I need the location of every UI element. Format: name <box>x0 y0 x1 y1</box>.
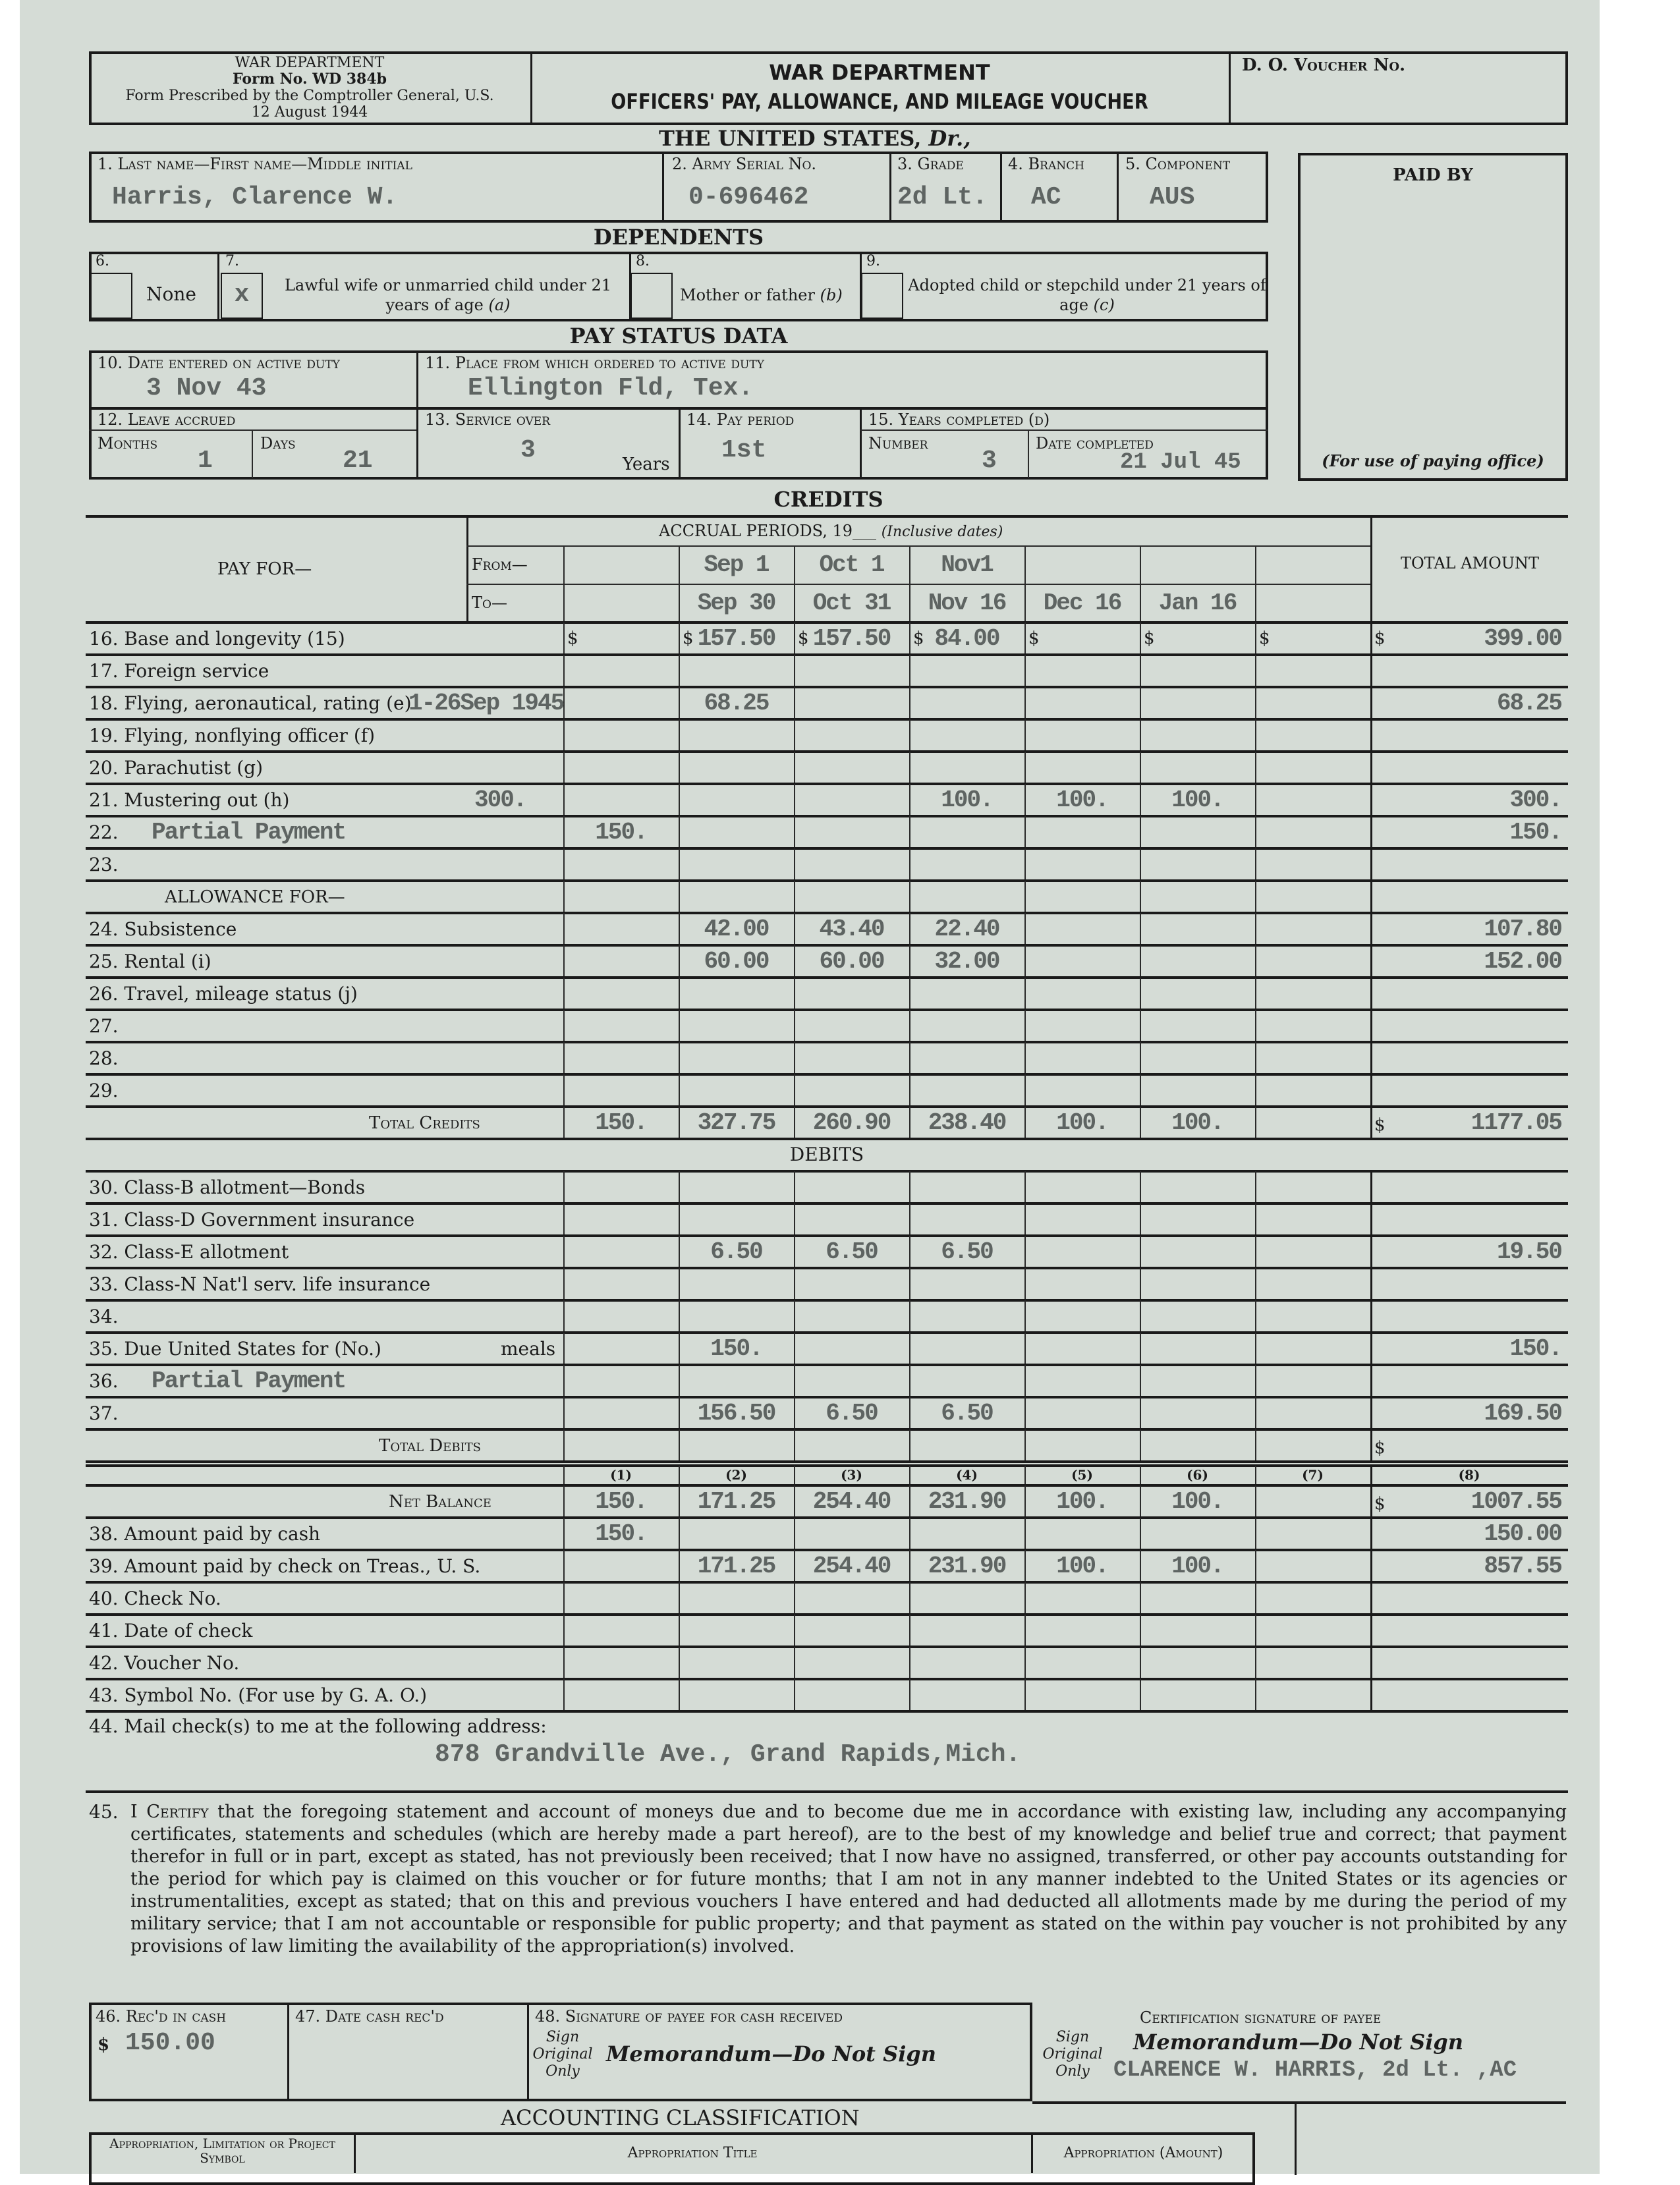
row-label-extra: meals <box>501 1338 556 1360</box>
credits-top-rule <box>86 515 1568 518</box>
inclusive-dates-label: (Inclusive dates) <box>881 524 1003 540</box>
allowance-for-label: ALLOWANCE FOR— <box>165 887 345 907</box>
dollar-sign: $ <box>1374 628 1386 648</box>
cert-body: that the foregoing statement and account of moneys due and to become due me in accordance with existing law, including any accompanying certificates, statements and schedules (which are hereby made a part hereof), are to the best of my knowledge and belief true and correct; that payment therefor in full or in part, except as stated, has not previously been received; that I now have no assigned, transferred, or other pay accounts outstanding for the period for which pay is claimed on this voucher or for future months; that I am not in any manner indebted to the United States or its agencies or instrumentalities, except as stated; that on this and previous vouchers I have entered and had deducted all allotments made by me during the period of my military service; that I am not accountable or responsible for public property; and that payment as stated on the within pay voucher is not prohibited by any provisions of law limiting the availability of the appropriation(s) involved. <box>130 1802 1567 1956</box>
dep-8-num: 8. <box>636 253 650 269</box>
serial-label: 2. Army Serial No. <box>672 155 817 173</box>
col-divider <box>1024 1107 1026 1139</box>
row-note[interactable]: 1-26Sep 1945 <box>408 690 564 717</box>
row-label: 32. Class-E allotment <box>89 1241 289 1263</box>
cell-col-6[interactable]: 100. <box>1171 1553 1223 1580</box>
dep-8-label <box>680 286 843 304</box>
only-word: Only <box>1055 2063 1090 2080</box>
to-date-6[interactable]: Jan 16 <box>1158 590 1237 617</box>
cell-total[interactable]: 169.50 <box>1484 1400 1561 1427</box>
cell-col-3[interactable]: 254.40 <box>812 1553 891 1580</box>
cell-total[interactable]: 300. <box>1509 787 1561 814</box>
cell-col-2[interactable]: 156.50 <box>697 1400 775 1427</box>
net-balance-col-4[interactable]: 231.90 <box>928 1488 1006 1515</box>
cell-col-4[interactable]: 22.40 <box>934 916 999 943</box>
cert-lead: I Certify <box>130 1802 209 1822</box>
form-number: Form No. WD 384b <box>232 70 387 88</box>
signature-divider <box>1295 2103 1297 2175</box>
cell-col-4[interactable]: 231.90 <box>928 1553 1006 1580</box>
row-label: 28. <box>89 1047 119 1069</box>
mail-bottom-rule <box>86 1790 1568 1793</box>
number-label: Number <box>868 434 928 453</box>
total-credits-col-5[interactable]: 100. <box>1056 1109 1108 1136</box>
cell-total[interactable]: 150. <box>1509 1335 1561 1362</box>
row-label: 40. Check No. <box>89 1588 221 1609</box>
row-label: 34. <box>89 1306 119 1327</box>
grade-label: 3. Grade <box>897 155 964 173</box>
row-label: 18. Flying, aeronautical, rating (e) <box>89 692 412 714</box>
col-divider <box>794 1107 795 1139</box>
from-label: From— <box>472 555 528 574</box>
table-row <box>86 848 1568 881</box>
header-divider <box>1229 53 1231 124</box>
component-value[interactable]: AUS <box>1150 183 1195 211</box>
service-value[interactable]: 3 <box>520 436 536 464</box>
row-label: 23. <box>89 854 119 875</box>
dep-8-checkbox[interactable] <box>630 273 673 319</box>
table-row <box>86 1300 1568 1333</box>
col-divider <box>794 1429 795 1462</box>
row-label: 33. Class-N Nat'l serv. life insurance <box>89 1273 431 1295</box>
col-divider <box>1370 1485 1372 1518</box>
col-divider <box>794 545 795 622</box>
col-divider <box>1024 1429 1026 1462</box>
pay-status-title: PAY STATUS DATA <box>569 323 788 348</box>
col-divider <box>1370 1107 1372 1139</box>
col-divider <box>1255 545 1256 622</box>
cert-number: 45. <box>89 1801 119 1823</box>
net-balance-col-3[interactable]: 254.40 <box>812 1488 891 1515</box>
recd-cash-label: 46. Rec'd in cash <box>96 2007 227 2026</box>
dep-9-label-text: Adopted child or stepchild under 21 years of age <box>908 276 1266 314</box>
col-number-4: (4) <box>956 1467 978 1483</box>
row-label: 43. Symbol No. (For use by G. A. O.) <box>89 1684 428 1706</box>
sign-original-only-2 <box>1041 2029 1104 2080</box>
table-row <box>86 1582 1568 1615</box>
payee-line <box>659 126 1054 150</box>
number-value[interactable]: 3 <box>982 447 997 475</box>
place-label: 11. Place from which ordered to active duty <box>425 354 764 372</box>
cell-col-2[interactable]: 42.00 <box>704 916 769 943</box>
cell-col-2[interactable]: 68.25 <box>704 690 769 717</box>
recd-cash-dollar: $ <box>98 2035 110 2055</box>
cell-total[interactable]: 68.25 <box>1496 690 1561 717</box>
pay-for-label: PAY FOR— <box>217 559 312 579</box>
col-divider <box>1140 1485 1141 1518</box>
table-row <box>86 752 1568 784</box>
sign-word: Sign <box>546 2029 580 2045</box>
total-credits-value[interactable]: 1177.05 <box>1470 1109 1561 1136</box>
accrual-periods-label <box>659 522 1003 541</box>
from-date-2[interactable]: Sep 1 <box>704 551 769 578</box>
col-divider <box>679 545 680 622</box>
row-label: 27. <box>89 1015 119 1037</box>
row-label: 31. Class-D Government insurance <box>89 1209 415 1231</box>
days-label: Days <box>260 434 296 453</box>
dep-9-label <box>908 275 1266 315</box>
col-divider <box>679 1485 680 1518</box>
total-credits-label: Total Credits <box>369 1113 480 1133</box>
accounting-col-title: Appropriation Title <box>627 2145 758 2161</box>
payee-line-text: THE UNITED STATES, <box>659 126 922 151</box>
to-label: To— <box>472 594 507 612</box>
cell-col-1[interactable]: 150. <box>595 819 647 846</box>
dep-6-checkbox[interactable] <box>90 273 132 319</box>
date-cash-label: 47. Date cash rec'd <box>295 2007 444 2026</box>
col-divider <box>563 1429 565 1462</box>
page-title: OFFICERS' PAY, ALLOWANCE, AND MILEAGE VOUCHER <box>611 89 1148 114</box>
col-divider <box>794 881 795 913</box>
sig-cash-label: 48. Signature of payee for cash received <box>535 2007 843 2026</box>
row-label: 36. <box>89 1370 119 1392</box>
identity-divider <box>662 153 664 221</box>
col-number-5: (5) <box>1071 1467 1093 1483</box>
paid-by-note: (For use of paying office) <box>1322 451 1544 470</box>
accounting-title: ACCOUNTING CLASSIFICATION <box>501 2105 860 2130</box>
original-word: Original <box>532 2046 593 2062</box>
date-entered-value[interactable]: 3 Nov 43 <box>146 374 267 402</box>
cell-total[interactable]: 857.55 <box>1484 1553 1561 1580</box>
col-divider <box>679 881 680 913</box>
dep-7-label <box>270 275 626 315</box>
dependents-divider <box>217 253 219 320</box>
row-divider <box>86 1460 1568 1463</box>
net-balance-col-2[interactable]: 171.25 <box>697 1488 775 1515</box>
cell-col-3[interactable]: 43.40 <box>819 916 884 943</box>
dep-9-suffix: (c) <box>1093 296 1115 314</box>
cell-col-5[interactable]: 100. <box>1056 1553 1108 1580</box>
cell-col-3[interactable]: 60.00 <box>819 948 884 975</box>
col-divider <box>909 1485 910 1518</box>
col-number-1: (1) <box>610 1467 632 1483</box>
identity-divider <box>1117 153 1119 221</box>
row-label: 19. Flying, nonflying officer (f) <box>89 725 376 746</box>
col-divider <box>1140 1107 1141 1139</box>
col-divider <box>1255 1485 1256 1518</box>
pay-period-value[interactable]: 1st <box>721 436 767 464</box>
date-completed-label: Date completed <box>1036 434 1154 453</box>
branch-label: 4. Branch <box>1008 155 1084 173</box>
form-id-block <box>92 55 527 121</box>
accounting-col-amount: Appropriation (Amount) <box>1063 2145 1223 2161</box>
date-completed-value[interactable]: 21 Jul 45 <box>1120 450 1241 475</box>
row-note[interactable]: Partial Payment <box>152 1368 346 1395</box>
days-value[interactable]: 21 <box>343 447 373 475</box>
row-divider <box>86 1138 1568 1140</box>
cell-total[interactable]: 152.00 <box>1484 948 1561 975</box>
col-divider <box>909 881 910 913</box>
col-divider <box>1255 1429 1256 1462</box>
dollar-sign: $ <box>1374 1115 1386 1135</box>
typed-signature[interactable]: CLARENCE W. HARRIS, 2d Lt. ,AC <box>1113 2058 1517 2083</box>
pay-status-divider <box>860 429 1268 431</box>
row-label: 21. Mustering out (h) <box>89 789 290 811</box>
credits-header-divider <box>466 584 1370 585</box>
table-row <box>86 1647 1568 1679</box>
sign-word: Sign <box>1055 2029 1090 2045</box>
dep-6-label: None <box>146 283 196 305</box>
row-note[interactable]: Partial Payment <box>152 819 346 846</box>
table-row <box>86 784 1568 816</box>
memo-do-not-sign-1: Memorandum—Do Not Sign <box>606 2041 936 2066</box>
cell-col-2[interactable]: 157.50 <box>697 625 775 652</box>
cell-col-4[interactable]: 32.00 <box>934 948 999 975</box>
dollar-sign: $ <box>1028 628 1040 648</box>
sign-original-only-1 <box>531 2029 594 2080</box>
total-credits-col-3[interactable]: 260.90 <box>812 1109 891 1136</box>
dep-7-num: 7. <box>225 253 239 269</box>
paid-by-box <box>1298 153 1568 481</box>
row-label: 22. <box>89 821 119 843</box>
cell-col-2[interactable]: 6.50 <box>710 1238 762 1265</box>
table-row <box>86 1010 1568 1042</box>
pay-status-divider <box>416 352 418 478</box>
cell-col-6[interactable]: 100. <box>1171 787 1223 814</box>
form-prescribed: Form Prescribed by the Comptroller General, U.S. <box>125 88 494 104</box>
serial-value[interactable]: 0-696462 <box>688 183 809 211</box>
dollar-sign: $ <box>1259 628 1270 648</box>
row-label: 17. Foreign service <box>89 660 269 682</box>
table-row <box>86 655 1568 687</box>
net-balance-label: Net Balance <box>389 1492 491 1512</box>
col-divider <box>909 1429 910 1462</box>
signature-bottom-rule <box>1032 2101 1566 2104</box>
row-label: 26. Travel, mileage status (j) <box>89 983 358 1005</box>
form-date: 12 August 1944 <box>251 104 368 121</box>
dollar-sign: $ <box>567 628 578 648</box>
row-label: 35. Due United States for (No.) <box>89 1338 381 1360</box>
from-date-3[interactable]: Oct 1 <box>819 551 884 578</box>
years-completed-label: 15. Years completed (d) <box>868 410 1050 429</box>
col-divider <box>909 545 910 622</box>
table-row <box>86 1074 1568 1107</box>
cell-total[interactable]: 150.00 <box>1484 1520 1561 1547</box>
cert-signature-label: Certification signature of payee <box>1140 2008 1382 2027</box>
col-divider <box>563 1107 565 1139</box>
row-note[interactable]: 300. <box>474 787 526 814</box>
identity-divider <box>1000 153 1002 221</box>
row-label: 39. Amount paid by check on Treas., U. S. <box>89 1555 481 1577</box>
original-word: Original <box>1042 2046 1103 2062</box>
dep-7-checkbox[interactable]: x <box>221 273 263 319</box>
cell-total[interactable]: 107.80 <box>1484 916 1561 943</box>
col-divider <box>1024 1485 1026 1518</box>
col-divider <box>563 881 565 913</box>
col-divider <box>1140 881 1141 913</box>
years-label: Years <box>623 455 670 474</box>
dep-8-suffix: (b) <box>820 286 843 304</box>
col-divider <box>563 545 565 622</box>
cell-col-3[interactable]: 157.50 <box>812 625 891 652</box>
dep-6-num: 6. <box>96 253 109 269</box>
months-label: Months <box>98 434 158 453</box>
mail-label: 44. Mail check(s) to me at the following address: <box>89 1715 547 1737</box>
table-row <box>86 1615 1568 1647</box>
debits-title: DEBITS <box>789 1144 864 1165</box>
dep-8-label-text: Mother or father <box>680 286 815 304</box>
cell-col-2[interactable]: 171.25 <box>697 1553 775 1580</box>
col-divider <box>1370 881 1372 913</box>
row-label: 20. Parachutist (g) <box>89 757 264 779</box>
col-divider <box>909 1107 910 1139</box>
cell-col-4[interactable]: 84.00 <box>934 625 999 652</box>
row-label: 29. <box>89 1080 119 1101</box>
pay-period-label: 14. Pay period <box>686 410 795 429</box>
total-credits-col-6[interactable]: 100. <box>1171 1109 1223 1136</box>
total-credits-col-4[interactable]: 238.40 <box>928 1109 1006 1136</box>
dollar-sign: $ <box>1374 1494 1386 1514</box>
net-balance-total[interactable]: 1007.55 <box>1470 1488 1561 1515</box>
header-divider <box>530 53 532 124</box>
row-label: 42. Voucher No. <box>89 1652 240 1674</box>
name-label: 1. Last name—First name—Middle initial <box>98 155 412 173</box>
row-label: 41. Date of check <box>89 1620 253 1642</box>
row-divider <box>86 1484 1568 1487</box>
total-credits-col-2[interactable]: 327.75 <box>697 1109 775 1136</box>
col-divider <box>1024 881 1026 913</box>
col-number-2: (2) <box>725 1467 747 1483</box>
row-label: 38. Amount paid by cash <box>89 1523 321 1545</box>
payee-dr: Dr., <box>928 126 971 151</box>
grade-value[interactable]: 2d Lt. <box>897 183 988 211</box>
row-label: 30. Class-B allotment—Bonds <box>89 1176 366 1198</box>
pay-status-divider <box>1028 429 1029 478</box>
cell-total[interactable]: 150. <box>1509 819 1561 846</box>
credits-header-divider <box>466 516 468 622</box>
cash-divider <box>527 2004 529 2100</box>
cell-col-1[interactable]: 150. <box>595 1520 647 1547</box>
cell-total[interactable]: 399.00 <box>1484 625 1561 652</box>
from-date-4[interactable]: Nov1 <box>941 551 993 578</box>
dollar-sign: $ <box>1374 1438 1386 1458</box>
cell-col-3[interactable]: 6.50 <box>826 1238 878 1265</box>
to-date-2[interactable]: Sep 30 <box>697 590 775 617</box>
place-value[interactable]: Ellington Fld, Tex. <box>468 374 754 402</box>
net-balance-col-1[interactable]: 150. <box>595 1488 647 1515</box>
dollar-sign: $ <box>798 628 809 648</box>
cell-col-2[interactable]: 150. <box>710 1335 762 1362</box>
service-label: 13. Service over <box>425 410 551 429</box>
cell-col-3[interactable]: 6.50 <box>826 1400 878 1427</box>
cell-col-4[interactable]: 100. <box>941 787 993 814</box>
dep-7-label-text: Lawful wife or unmarried child under 21 years of age <box>284 276 612 314</box>
dollar-sign: $ <box>683 628 694 648</box>
col-divider <box>1255 881 1256 913</box>
component-label: 5. Component <box>1125 155 1231 173</box>
col-number-7: (7) <box>1302 1467 1324 1483</box>
only-word: Only <box>546 2063 580 2080</box>
row-label: 37. <box>89 1402 119 1424</box>
credits-header-divider <box>466 545 1370 547</box>
date-entered-label: 10. Date entered on active duty <box>98 354 340 372</box>
col-number-6: (6) <box>1187 1467 1208 1483</box>
table-row <box>86 1042 1568 1074</box>
credits-title: CREDITS <box>773 487 883 512</box>
total-credits-col-1[interactable]: 150. <box>595 1109 647 1136</box>
col-divider <box>1140 1429 1141 1462</box>
col-divider <box>563 1485 565 1518</box>
col-divider <box>679 1429 680 1462</box>
row-label: 24. Subsistence <box>89 918 237 940</box>
accrual-label-text: ACCRUAL PERIODS, 19___ <box>659 522 877 540</box>
net-balance-col-5[interactable]: 100. <box>1056 1488 1108 1515</box>
total-amount-label: TOTAL AMOUNT <box>1400 554 1540 572</box>
identity-divider <box>889 153 891 221</box>
name-value[interactable]: Harris, Clarence W. <box>112 183 398 211</box>
months-value[interactable]: 1 <box>198 447 213 475</box>
row-label: 25. Rental (i) <box>89 951 211 972</box>
pay-status-divider <box>860 408 862 478</box>
col-divider <box>679 1107 680 1139</box>
cell-col-2[interactable]: 60.00 <box>704 948 769 975</box>
dep-7-suffix: (a) <box>488 296 511 314</box>
paid-by-label: PAID BY <box>1393 165 1473 185</box>
form-title-block <box>534 58 1225 116</box>
do-voucher-label: D. O. Voucher No. <box>1242 55 1406 75</box>
leave-label: 12. Leave accrued <box>98 410 236 429</box>
accounting-col-symbol: Appropriation, Limitation or Project Symbol <box>109 2136 335 2166</box>
cell-total[interactable]: 19.50 <box>1496 1238 1561 1265</box>
pay-status-divider <box>252 429 253 478</box>
memo-do-not-sign-2: Memorandum—Do Not Sign <box>1133 2030 1463 2055</box>
to-date-4[interactable]: Nov 16 <box>928 590 1006 617</box>
dep-9-checkbox[interactable] <box>861 273 903 319</box>
cell-col-4[interactable]: 6.50 <box>941 1238 993 1265</box>
mail-address[interactable]: 878 Grandville Ave., Grand Rapids,Mich. <box>435 1740 1021 1769</box>
col-divider <box>794 1485 795 1518</box>
dep-9-num: 9. <box>866 253 880 269</box>
to-date-5[interactable]: Dec 16 <box>1043 590 1121 617</box>
branch-value[interactable]: AC <box>1031 183 1061 211</box>
net-balance-col-6[interactable]: 100. <box>1171 1488 1223 1515</box>
title-dept: WAR DEPARTMENT <box>769 60 990 85</box>
col-number-8: (8) <box>1458 1467 1480 1483</box>
cash-divider <box>287 2004 289 2100</box>
col-divider <box>1255 1107 1256 1139</box>
to-date-3[interactable]: Oct 31 <box>812 590 891 617</box>
cell-col-5[interactable]: 100. <box>1056 787 1108 814</box>
recd-cash-value[interactable]: 150.00 <box>125 2029 215 2057</box>
form-dept: WAR DEPARTMENT <box>235 55 385 71</box>
dollar-sign: $ <box>1144 628 1155 648</box>
pay-status-divider <box>89 429 416 431</box>
pay-status-divider <box>679 408 681 478</box>
row-label: 16. Base and longevity (15) <box>89 628 345 650</box>
col-divider <box>1024 545 1026 622</box>
cell-col-4[interactable]: 6.50 <box>941 1400 993 1427</box>
dollar-sign: $ <box>913 628 924 648</box>
dependents-title: DEPENDENTS <box>593 225 764 250</box>
certification-text <box>130 1801 1567 1958</box>
col-divider <box>1140 545 1141 622</box>
col-divider <box>1370 1429 1372 1462</box>
col-number-3: (3) <box>841 1467 862 1483</box>
total-debits-label: Total Debits <box>379 1436 481 1456</box>
